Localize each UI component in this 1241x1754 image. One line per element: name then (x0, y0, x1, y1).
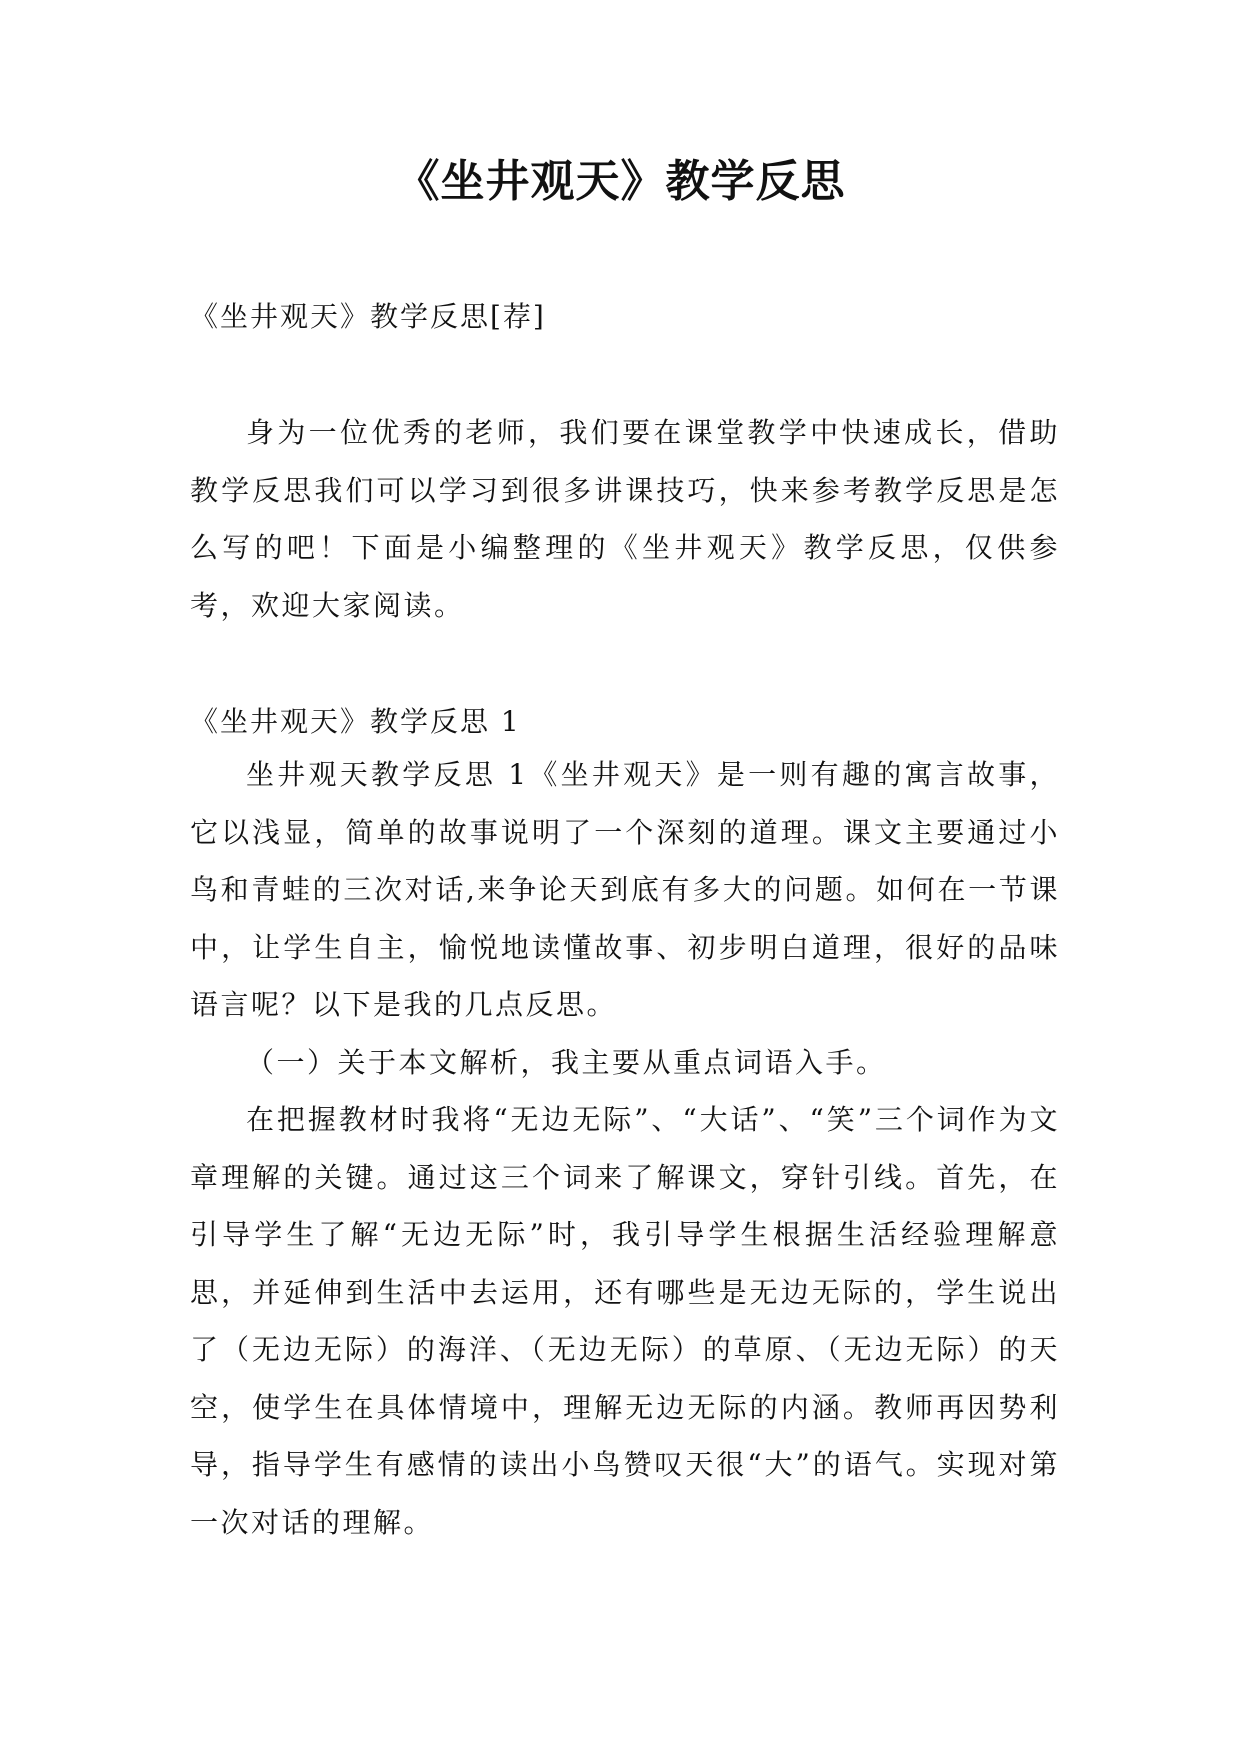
document-subtitle: 《坐井观天》教学反思[荐] (190, 300, 546, 333)
section-body (190, 746, 1060, 1551)
body-paragraph-2: （一）关于本文解析，我主要从重点词语入手。 (246, 1045, 887, 1079)
page-title: 《坐井观天》教学反思 (395, 156, 846, 207)
intro-paragraph: 身为一位优秀的老师，我们要在课堂教学中快速成长，借助教学反思我们可以学习到很多讲课技巧，快来参考教学反思是怎么写的吧！下面是小编整理的《坐井观天》教学反思，仅供参考，欢迎大家阅读。 (190, 416, 1060, 622)
intro-section (190, 404, 1060, 634)
body-paragraph-1: 坐井观天教学反思 1《坐井观天》是一则有趣的寓言故事，它以浅显，简单的故事说明了一个深刻的道理。课文主要通过小鸟和青蛙的三次对话,来争论天到底有多大的问题。如何在一节课中，让学生自主，愉悦地读懂故事、初步明白道理，很好的品味语言呢？以下是我的几点反思。 (190, 758, 1060, 1021)
section-heading: 《坐井观天》教学反思 1 (190, 705, 521, 738)
body-paragraph-3: 在把握教材时我将“无边无际”、“大话”、“笑”三个词作为文章理解的关键。通过这三个词来了解课文，穿针引线。首先，在引导学生了解“无边无际”时，我引导学生根据生活经验理解意思，并延伸到生活中去运用，还有哪些是无边无际的，学生说出了（无边无际）的海洋、（无边无际）的草原、（无边无际）的天空，使学生在具体情境中，理解无边无际的内涵。教师再因势利导，指导学生有感情的读出小鸟赞叹天很“大”的语气。实现对第一次对话的理解。 (190, 1103, 1060, 1539)
